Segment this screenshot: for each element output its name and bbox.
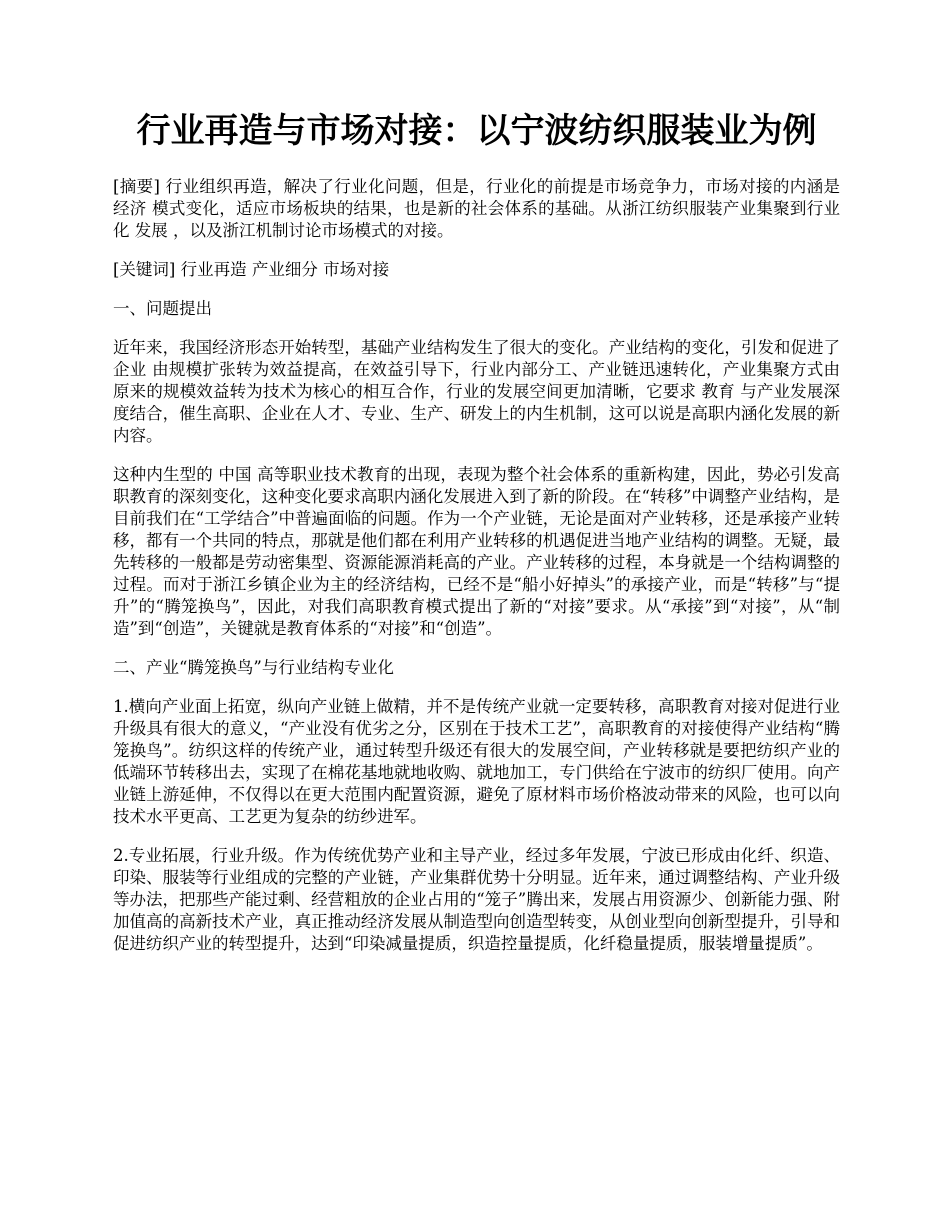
- keywords-paragraph: [关键词] 行业再造 产业细分 市场对接: [113, 260, 390, 279]
- section-heading-1: 一、问题提出: [113, 299, 212, 318]
- section1-paragraph-1: 近年来，我国经济形态开始转型，基础产业结构发生了很大的变化。产业结构的变化，引发和促进了 企业 由规模扩张转为效益提高，在效益引导下，行业内部分工、产业链迅速转化，产业集聚方式由原来的规模效益转为技术为核心的相互合作，行业的发展空间更加清晰，它要求 教育 与产业发展深度结合，催生高职、企业在人才、专业、生产、研发上的内生机制，这可以说是高职内涵化发展的新内容。: [113, 338, 840, 445]
- document-title: 行业再造与市场对接：以宁波纺织服装业为例: [136, 111, 817, 151]
- document-body: [113, 176, 840, 955]
- section2-paragraph-2: 2.专业拓展，行业升级。作为传统优势产业和主导产业，经过多年发展，宁波已形成由化纤、织造、印染、服装等行业组成的完整的产业链，产业集群优势十分明显。近年来，通过调整结构、产业升级等办法，把那些产能过剩、经营粗放的企业占用的“笼子”腾出来，发展占用资源少、创新能力强、附加值高的高新技术产业，真正推动经济发展从制造型向创造型转变，从创业型向创新型提升，引导和促进纺织产业的转型提升，达到“印染减量提质，织造控量提质，化纤稳量提质，服装增量提质”。: [113, 846, 840, 953]
- section2-paragraph-1: 1.横向产业面上拓宽，纵向产业链上做精，并不是传统产业就一定要转移，高职教育对接对促进行业升级具有很大的意义，“产业没有优劣之分，区别在于技术工艺”，高职教育的对接使得产业结构“腾笼换鸟”。纺织这样的传统产业，通过转型升级还有很大的发展空间，产业转移就是要把纺织产业的低端环节转移出去，实现了在棉花基地就地收购、就地加工，专门供给在宁波市的纺织厂使用。向产业链上游延伸，不仅得以在更大范围内配置资源，避免了原材料市场价格波动带来的风险，也可以向技术水平更高、工艺更为复杂的纺纱进军。: [113, 697, 840, 826]
- abstract-paragraph: [摘要] 行业组织再造，解决了行业化问题，但是，行业化的前提是市场竞争力，市场对接的内涵是 经济 模式变化，适应市场板块的结果，也是新的社会体系的基础。从浙江纺织服装产业集聚到行业化 发展 ，以及浙江机制讨论市场模式的对接。: [113, 177, 840, 240]
- section1-paragraph-2: 这种内生型的 中国 高等职业技术教育的出现，表现为整个社会体系的重新构建，因此，势必引发高职教育的深刻变化，这种变化要求高职内涵化发展进入到了新的阶段。在“转移”中调整产业结构，是目前我们在“工学结合”中普遍面临的问题。作为一个产业链，无论是面对产业转移，还是承接产业转移，都有一个共同的特点，那就是他们都在利用产业转移的机遇促进当地产业结构的调整。无疑，最先转移的一般都是劳动密集型、资源能源消耗高的产业。产业转移的过程，本身就是一个结构调整的过程。而对于浙江乡镇企业为主的经济结构，已经不是“船小好掉头”的承接产业，而是“转移”与“提升”的“腾笼换鸟”，因此，对我们高职教育模式提出了新的“对接”要求。从“承接”到“对接”，从“制造”到“创造”，关键就是教育体系的“对接”和“创造”。: [113, 465, 840, 638]
- section-heading-2: 二、产业“腾笼换鸟”与行业结构专业化: [113, 658, 394, 677]
